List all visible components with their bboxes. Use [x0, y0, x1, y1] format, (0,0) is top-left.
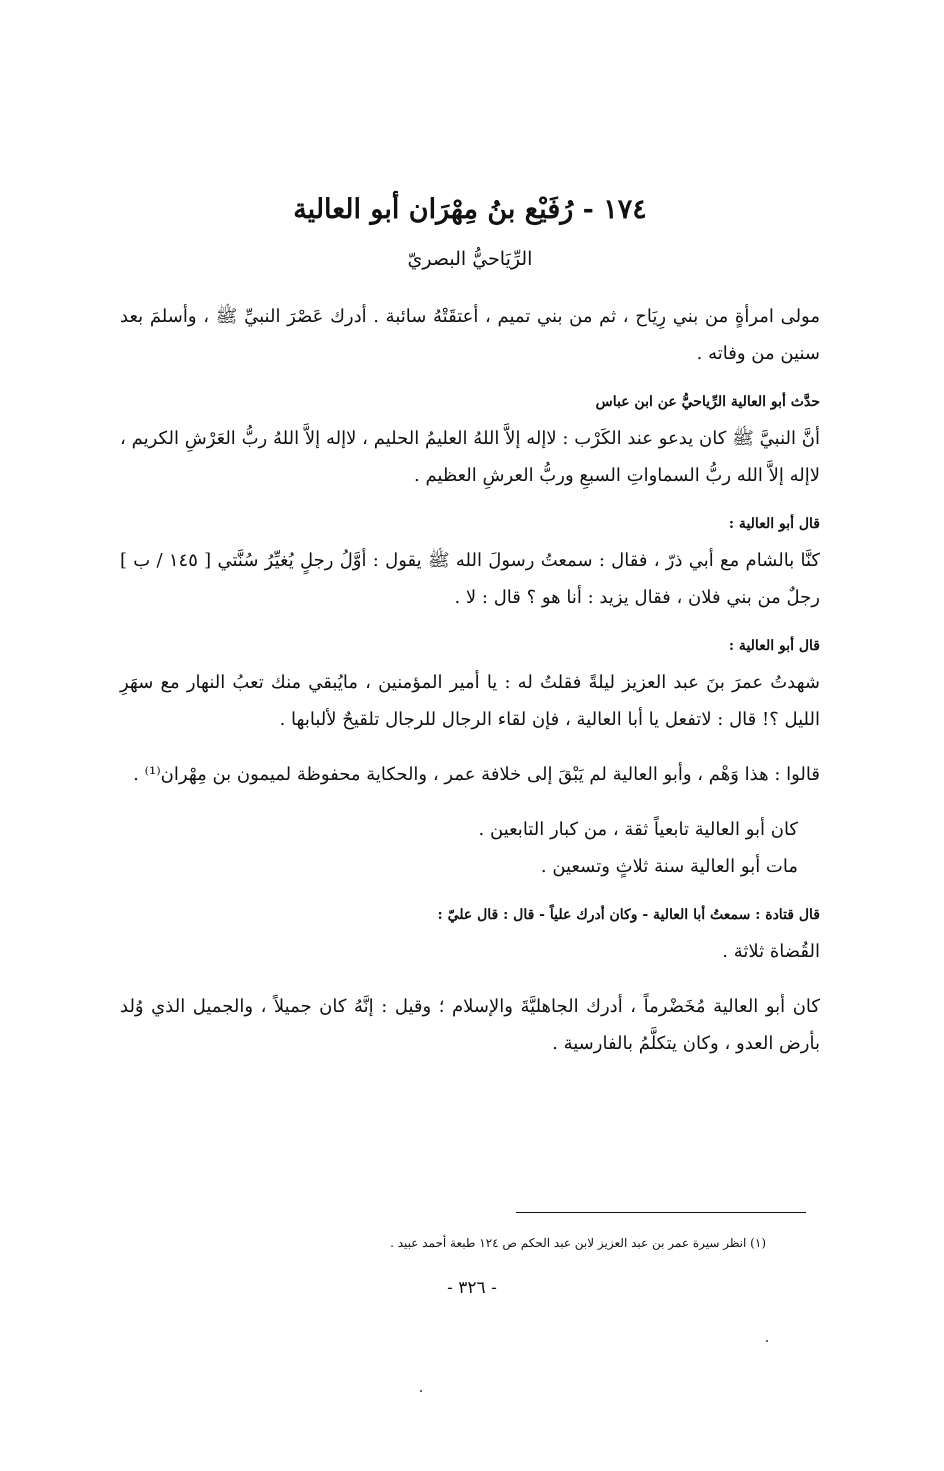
paragraph-intro: مولى امرأةٍ من بني رِيَاح ، ثم من بني تميم ، أعتقَتْهُ سائبة . أدرك عَصْرَ النبيِّ ﷺ ، وأسلمَ بعد سنين من وفاته .: [120, 306, 820, 364]
section-heading-qatada: قال قتادة : سمعتُ أبا العالية - وكان أدرك علياً - قال : قال عليّ :: [437, 907, 820, 923]
section-heading-abu-al-aliya-2: قال أبو العالية :: [728, 638, 820, 654]
footnote: (١) انظر سيرة عمر بن عبد العزيز لابن عبد الحكم ص ١٢٤ طبعة أحمد عبيد .: [390, 1236, 766, 1250]
document-body: [120, 190, 820, 1062]
paragraph-judges: القُضاة ثلاثة .: [722, 941, 820, 962]
paragraph-mukhadram: كان أبو العالية مُخَضْرماً ، أدرك الجاهليَّةَ والإسلام ؛ وقيل : إنَّهُ كان جميلاً ، والجميل الذي وُلد بأرض العدو ، وكان يتكلَّمُ بالفارسية .: [120, 996, 820, 1054]
paragraph-hadith-karb: أنَّ النبيَّ ﷺ كان يدعو عند الكَرْب : لاإله إلاَّ اللهُ العليمُ الحليم ، لاإله إلاَّ اللهُ ربُّ العَرْشِ الكريم ، لاإله إلاَّ الله ربُّ السماواتِ السبعِ وربُّ العرشِ العظيم .: [120, 428, 820, 486]
paragraph-umar-abdulaziz: شهدتُ عمرَ بنَ عبد العزيز ليلةً فقلتُ له : يا أمير المؤمنين ، مايُبقي منك تعبُ النهار مع سهَرِ الليل ؟! قال : لاتفعل يا أبا العالية ، فإن لقاء الرجال للرجال تلقيحٌ لألبابها .: [120, 672, 820, 730]
paragraph-abu-dharr: كنَّا بالشام مع أبي ذرّ ، فقال : سمعتُ رسولَ الله ﷺ يقول : أوَّلُ رجلٍ يُغيِّرُ سُنَّتي [ ١٤٥ / ب ] رجلٌ من بني فلان ، فقال يزيد : أنا هو ؟ قال : لا .: [120, 550, 820, 608]
section-heading-abu-al-aliya-1: قال أبو العالية :: [728, 516, 820, 532]
scan-speck: [420, 1390, 422, 1392]
scan-speck: [766, 1340, 768, 1342]
page-subtitle: الرِّيَاحيُّ البصريّ: [407, 248, 533, 270]
page-number: - ٣٢٦ -: [447, 1278, 497, 1298]
footnote-divider: [516, 1212, 806, 1213]
section-heading-ibn-abbas: حدَّث أبو العالية الرِّياحيُّ عن ابن عباس: [595, 394, 820, 410]
paragraph-they-said: قالوا : هذا وَهْم ، وأبو العالية لم يَبْقَ إلى خلافة عمر ، والحكاية محفوظة لميمون بن مِهْران⁽¹⁾ .: [133, 764, 820, 785]
paragraph-tabii: كان أبو العالية تابعياً ثقة ، من كبار التابعين .: [478, 819, 798, 840]
paragraph-death-year: مات أبو العالية سنة ثلاثٍ وتسعين .: [540, 856, 798, 877]
page-title: ١٧٤ - رُفَيْع بنُ مِهْرَان أبو العالية: [293, 194, 647, 225]
